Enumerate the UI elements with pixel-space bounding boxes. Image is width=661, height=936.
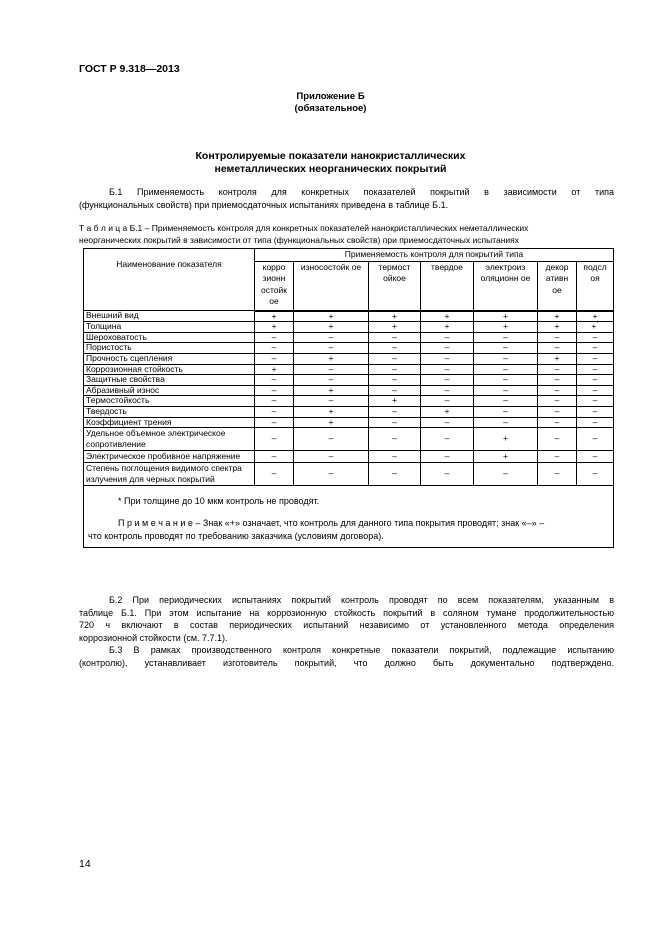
applicability-cell: +	[369, 396, 421, 407]
column-header-indicator: Наименование показателя	[84, 249, 255, 311]
table-row	[84, 353, 614, 364]
applicability-cell: –	[577, 406, 614, 417]
applicability-cell: –	[421, 428, 474, 451]
applicability-cell: –	[421, 353, 474, 364]
table-row	[84, 417, 614, 428]
applicability-cell: –	[577, 364, 614, 375]
applicability-cell: +	[255, 322, 294, 333]
table-caption-line2: неорганических покрытий в зависимости от типа (функциональных свойств) при приемосдаточных испытаниях	[79, 234, 520, 245]
applicability-cell: –	[474, 375, 538, 386]
applicability-cell: –	[538, 332, 577, 343]
applicability-cell: –	[294, 332, 369, 343]
column-header-type: термост ойкое	[369, 261, 421, 311]
applicability-cell: –	[294, 396, 369, 407]
applicability-cell: –	[577, 375, 614, 386]
applicability-cell: –	[538, 428, 577, 451]
table-row	[84, 375, 614, 386]
applicability-cell: –	[421, 364, 474, 375]
applicability-cell: –	[255, 332, 294, 343]
applicability-cell: –	[538, 375, 577, 386]
applicability-cell: –	[577, 428, 614, 451]
indicator-name: Прочность сцепления	[84, 353, 255, 364]
applicability-cell: –	[255, 343, 294, 354]
indicators-table	[83, 248, 614, 548]
applicability-cell: –	[421, 375, 474, 386]
applicability-cell: –	[255, 428, 294, 451]
applicability-cell: –	[474, 332, 538, 343]
indicator-name: Степень поглощения видимого спектра излучения для черных покрытий	[84, 463, 255, 486]
applicability-cell: –	[474, 364, 538, 375]
paragraph-b1-line1: Б.1 Применяемость контроля для конкретных показателей покрытий в зависимости от типа	[109, 187, 614, 197]
paragraph-b2-line1: Б.2 При периодических испытаниях покрытий контроль проводят по всем показателям, указанным в	[109, 595, 614, 605]
applicability-cell: –	[294, 375, 369, 386]
table-row	[84, 311, 614, 322]
applicability-cell: +	[577, 311, 614, 322]
applicability-cell: –	[474, 406, 538, 417]
document-header: ГОСТ Р 9.318—2013	[79, 63, 180, 75]
applicability-cell: –	[294, 463, 369, 486]
applicability-cell: –	[255, 451, 294, 463]
applicability-cell: –	[421, 332, 474, 343]
column-header-type: электроиз оляционн ое	[474, 261, 538, 311]
applicability-cell: +	[369, 322, 421, 333]
applicability-cell: –	[294, 364, 369, 375]
applicability-cell: –	[369, 375, 421, 386]
applicability-cell: +	[255, 364, 294, 375]
indicator-name: Внешний вид	[84, 311, 255, 322]
applicability-cell: –	[255, 396, 294, 407]
applicability-cell: –	[421, 343, 474, 354]
applicability-cell: –	[538, 417, 577, 428]
table-footnote: * При толщине до 10 мкм контроль не проводят.	[118, 496, 320, 507]
applicability-cell: –	[421, 451, 474, 463]
table-note-line1: П р и м е ч а н и е – Знак «+» означает, что контроль для данного типа покрытия проводят; знак «–» –	[118, 518, 545, 529]
applicability-cell: –	[369, 385, 421, 396]
paragraph-b1-line2: (функциональных свойств) при приемосдаточных испытаниях приведена в таблице Б.1.	[79, 199, 449, 210]
indicator-name: Коррозионная стойкость	[84, 364, 255, 375]
applicability-cell: +	[538, 322, 577, 333]
applicability-cell: +	[421, 311, 474, 322]
section-title-line2: неметаллических неорганических покрытий	[214, 163, 447, 175]
applicability-cell: +	[294, 353, 369, 364]
applicability-cell: –	[369, 428, 421, 451]
column-header-type: декор ативн ое	[538, 261, 577, 311]
indicator-name: Твердость	[84, 406, 255, 417]
applicability-cell: –	[577, 396, 614, 407]
applicability-cell: –	[369, 364, 421, 375]
paragraph-b3-line2: (контролю), устанавливает изготовитель покрытий, что должно быть документально подтверждено.	[79, 657, 614, 668]
paragraph-b2-line4: коррозионной стойкости (см. 7.7.1).	[79, 632, 228, 643]
paragraph-b1	[79, 186, 614, 211]
applicability-cell: +	[474, 428, 538, 451]
section-title-line1: Контролируемые показатели нанокристаллических	[195, 150, 466, 162]
applicability-cell: –	[421, 396, 474, 407]
applicability-cell: –	[255, 417, 294, 428]
applicability-cell: +	[294, 406, 369, 417]
applicability-cell: +	[294, 311, 369, 322]
applicability-cell: –	[369, 463, 421, 486]
applicability-cell: +	[538, 353, 577, 364]
column-header-type: подсл оя	[577, 261, 614, 311]
indicator-name: Коэффициент трения	[84, 417, 255, 428]
applicability-cell: –	[255, 353, 294, 364]
applicability-cell: –	[538, 396, 577, 407]
table-notes	[84, 486, 614, 548]
column-group-header: Применяемость контроля для покрытий типа	[255, 249, 614, 262]
applicability-cell: –	[421, 417, 474, 428]
table-row	[84, 451, 614, 463]
appendix-title: Приложение Б	[296, 91, 365, 102]
applicability-cell: –	[474, 353, 538, 364]
applicability-cell: –	[577, 417, 614, 428]
applicability-cell: +	[294, 385, 369, 396]
paragraph-b2-line2: таблице Б.1. При этом испытание на коррозионную стойкость покрытий в соляном тумане продолжительностью	[79, 607, 614, 618]
table-row	[84, 343, 614, 354]
paragraph-b2-line3: 720 ч включают в состав периодических испытаний независимо от установленного метода определения	[79, 620, 614, 631]
applicability-cell: +	[421, 322, 474, 333]
indicator-name: Толщина	[84, 322, 255, 333]
applicability-cell: –	[538, 463, 577, 486]
applicability-cell: –	[421, 463, 474, 486]
applicability-cell: –	[577, 353, 614, 364]
indicator-name: Термостойкость	[84, 396, 255, 407]
applicability-cell: –	[538, 451, 577, 463]
table-note-line2: что контроль проводят по требованию заказчика (условиям договора).	[88, 531, 384, 542]
paragraph-b3-line1: Б.3 В рамках производственного контроля конкретные показатели покрытий, подлежащие испытанию	[109, 645, 614, 655]
paragraph-b3	[79, 644, 614, 669]
applicability-cell: +	[255, 311, 294, 322]
applicability-cell: –	[474, 417, 538, 428]
table-row	[84, 396, 614, 407]
applicability-cell: +	[421, 406, 474, 417]
applicability-cell: –	[255, 406, 294, 417]
table-caption	[79, 223, 614, 246]
applicability-cell: +*	[577, 322, 614, 333]
applicability-cell: –	[577, 385, 614, 396]
applicability-cell: –	[369, 451, 421, 463]
applicability-cell: –	[538, 385, 577, 396]
applicability-cell: –	[538, 406, 577, 417]
applicability-cell: –	[577, 451, 614, 463]
column-header-type: износостойк ое	[294, 261, 369, 311]
table-row	[84, 364, 614, 375]
applicability-cell: –	[294, 428, 369, 451]
table-row	[84, 428, 614, 451]
indicator-name: Шероховатость	[84, 332, 255, 343]
indicator-name: Электрическое пробивное напряжение	[84, 451, 255, 463]
table-caption-line1: Т а б л и ц а Б.1 – Применяемость контроля для конкретных показателей нанокристаллических неметаллических	[79, 223, 529, 233]
table-row	[84, 322, 614, 333]
applicability-cell: +	[294, 322, 369, 333]
indicator-name: Абразивный износ	[84, 385, 255, 396]
table-row	[84, 332, 614, 343]
table-row	[84, 406, 614, 417]
applicability-cell: –	[255, 385, 294, 396]
column-header-type: корро зионн остойк ое	[255, 261, 294, 311]
column-header-type: твердое	[421, 261, 474, 311]
applicability-cell: +	[369, 311, 421, 322]
applicability-cell: –	[369, 353, 421, 364]
applicability-cell: +	[474, 451, 538, 463]
applicability-cell: –	[369, 332, 421, 343]
applicability-cell: –	[474, 463, 538, 486]
applicability-cell: –	[577, 463, 614, 486]
page-number: 14	[79, 858, 91, 870]
applicability-cell: –	[255, 463, 294, 486]
applicability-cell: +	[294, 417, 369, 428]
applicability-cell: –	[474, 385, 538, 396]
applicability-cell: –	[538, 364, 577, 375]
applicability-cell: –	[294, 343, 369, 354]
table-row	[84, 385, 614, 396]
applicability-cell: +	[538, 311, 577, 322]
applicability-cell: –	[577, 343, 614, 354]
appendix-status: (обязательное)	[294, 103, 367, 114]
applicability-cell: –	[369, 417, 421, 428]
applicability-cell: –	[474, 343, 538, 354]
applicability-cell: +	[474, 311, 538, 322]
applicability-cell: –	[538, 343, 577, 354]
applicability-cell: –	[369, 343, 421, 354]
paragraph-b2	[79, 594, 614, 644]
table-row	[84, 463, 614, 486]
indicator-name: Защитные свойства	[84, 375, 255, 386]
applicability-cell: –	[255, 375, 294, 386]
applicability-cell: –	[369, 406, 421, 417]
applicability-cell: –	[294, 451, 369, 463]
applicability-cell: +	[474, 322, 538, 333]
applicability-cell: –	[474, 396, 538, 407]
applicability-cell: –	[421, 385, 474, 396]
indicator-name: Пористость	[84, 343, 255, 354]
applicability-cell: –	[577, 332, 614, 343]
indicator-name: Удельное объемное электрическое сопротивление	[84, 428, 255, 451]
